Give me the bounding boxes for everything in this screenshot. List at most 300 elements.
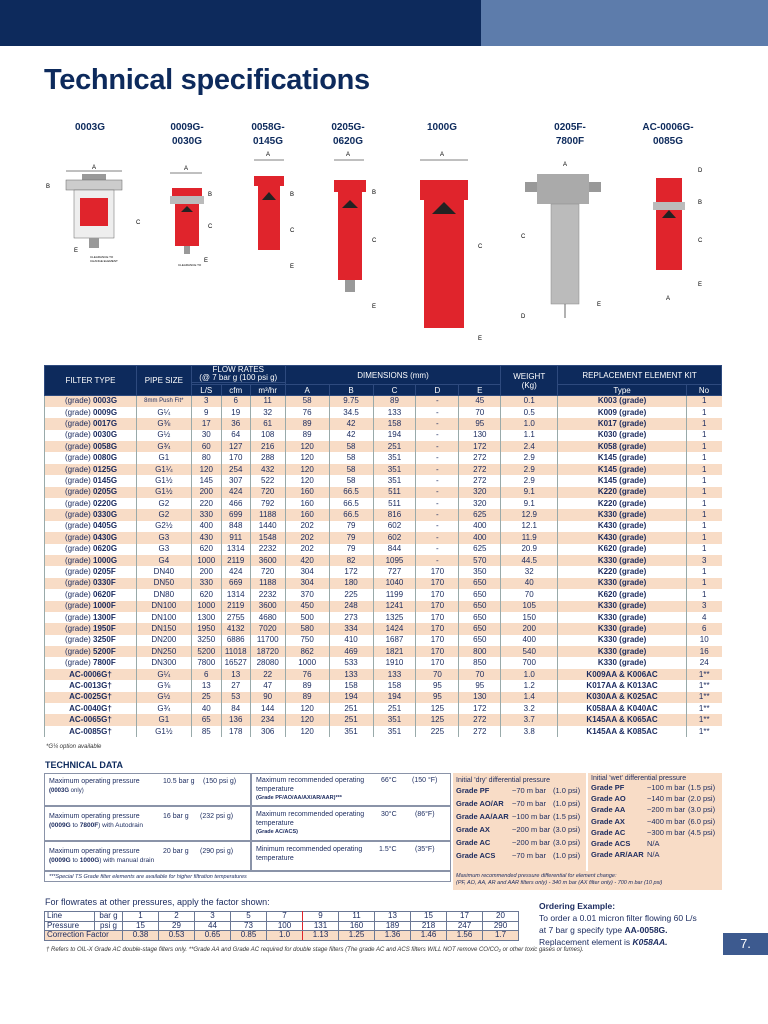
diff-grade: Grade ACS bbox=[591, 838, 631, 848]
cell-no: 1** bbox=[686, 726, 721, 737]
cell-ls: 430 bbox=[191, 532, 221, 543]
cell-no: 1 bbox=[686, 430, 721, 441]
table-row bbox=[45, 555, 722, 566]
cell-kit: K030 (grade) bbox=[558, 430, 687, 441]
cell-ls: 1000 bbox=[191, 555, 221, 566]
cell-d: 125 bbox=[416, 714, 459, 725]
svg-text:C: C bbox=[478, 244, 483, 250]
ordering-element: K058AA. bbox=[632, 937, 668, 947]
cell-kit: K220 (grade) bbox=[558, 487, 687, 498]
cell-c: 133 bbox=[373, 407, 416, 418]
cell-cfm: 64 bbox=[221, 430, 250, 441]
cell-ls: 85 bbox=[191, 726, 221, 737]
svg-text:A: A bbox=[666, 296, 671, 302]
cell-b: 42 bbox=[329, 430, 373, 441]
cell-kit: K017AA & K013AC bbox=[558, 680, 687, 691]
grade-prefix: (grade) bbox=[65, 567, 94, 577]
cell-w: 105 bbox=[501, 601, 558, 612]
model-number: 0003G bbox=[93, 396, 118, 406]
cell-no: 1 bbox=[686, 544, 721, 555]
cell-m3: 32 bbox=[250, 407, 285, 418]
cell-d: 170 bbox=[416, 623, 459, 634]
max-pressure-1-model: (0003G bbox=[49, 788, 70, 794]
diff-psi: (4.5 psi) bbox=[688, 827, 716, 837]
grade-prefix: (grade) bbox=[65, 646, 94, 656]
diff-row bbox=[456, 851, 583, 864]
cell-ls: 80 bbox=[191, 452, 221, 463]
model-number: 7800F bbox=[93, 658, 116, 668]
cell-c: 1687 bbox=[373, 635, 416, 646]
diff-psi: (1.0 psi) bbox=[553, 786, 581, 795]
cell-ls: 145 bbox=[191, 475, 221, 486]
ordering-example bbox=[539, 900, 697, 948]
cell-m3: 11 bbox=[250, 396, 285, 407]
cell-kit: K017 (grade) bbox=[558, 418, 687, 429]
pf-cell: 0.38 bbox=[123, 931, 159, 941]
cell-d: - bbox=[416, 441, 459, 452]
diff-psi: (3.0 psi) bbox=[688, 805, 716, 815]
diff-row bbox=[591, 839, 719, 850]
diff-psi: (3.0 psi) bbox=[553, 838, 581, 847]
cell-cfm: 170 bbox=[221, 452, 250, 463]
cell-ls: 220 bbox=[191, 498, 221, 509]
cell-d: - bbox=[416, 487, 459, 498]
table-row bbox=[45, 692, 722, 703]
cell-c: 1095 bbox=[373, 555, 416, 566]
cell-m3: 1548 bbox=[250, 532, 285, 543]
cell-a: 76 bbox=[285, 669, 329, 680]
filter-1000g-drawing bbox=[410, 150, 490, 348]
max-pressure-1-note: only) bbox=[69, 788, 84, 794]
model-number: 0205F bbox=[93, 567, 116, 577]
col-kit-no: No bbox=[686, 385, 721, 396]
cell-w: 540 bbox=[501, 646, 558, 657]
svg-text:A: A bbox=[563, 162, 568, 168]
max-temp-2-c: 30°C bbox=[381, 811, 397, 818]
cell-cfm: 669 bbox=[221, 578, 250, 589]
cell-ls: 330 bbox=[191, 578, 221, 589]
cell-b: 58 bbox=[329, 452, 373, 463]
table-row bbox=[45, 396, 722, 407]
cell-no: 6 bbox=[686, 623, 721, 634]
cell-b: 469 bbox=[329, 646, 373, 657]
svg-text:E: E bbox=[597, 302, 602, 308]
model-number: 0430G bbox=[93, 532, 118, 542]
filter-0205f-drawing bbox=[515, 160, 605, 330]
cell-m3: 7020 bbox=[250, 623, 285, 634]
cell-a: 120 bbox=[285, 452, 329, 463]
cell-no: 1** bbox=[686, 680, 721, 691]
cell-a: 120 bbox=[285, 703, 329, 714]
cell-ls: 3 bbox=[191, 396, 221, 407]
cell-pipe: G4 bbox=[136, 555, 191, 566]
cell-w: 9.1 bbox=[501, 487, 558, 498]
cell-d: - bbox=[416, 475, 459, 486]
pf-cell: 7 bbox=[267, 912, 303, 922]
page-title: Technical specifications bbox=[44, 64, 370, 96]
cell-ls: 40 bbox=[191, 703, 221, 714]
cell-c: 1424 bbox=[373, 623, 416, 634]
cell-d: 170 bbox=[416, 601, 459, 612]
diff-row bbox=[456, 825, 583, 838]
cell-ls: 60 bbox=[191, 441, 221, 452]
pf-unit: psi g bbox=[95, 921, 123, 931]
pf-label: Pressure bbox=[45, 921, 95, 931]
table-row bbox=[45, 464, 722, 475]
pf-cell: 247 bbox=[447, 921, 483, 931]
pf-cell: 15 bbox=[123, 921, 159, 931]
grade-prefix: (grade) bbox=[65, 544, 94, 554]
cell-c: 844 bbox=[373, 544, 416, 555]
diff-value: ~100 m bar bbox=[512, 812, 551, 821]
max-pressure-3-note: ) with manual drain bbox=[99, 857, 155, 864]
cell-b: 66.5 bbox=[329, 509, 373, 520]
table-row bbox=[45, 703, 722, 714]
ordering-line2: at 7 bar g specify type bbox=[539, 925, 625, 935]
max-pressure-2-label: Maximum operating pressure bbox=[49, 813, 140, 820]
cell-d: 170 bbox=[416, 589, 459, 600]
cell-m3: 792 bbox=[250, 498, 285, 509]
cell-type: AC-0025G† bbox=[45, 692, 137, 703]
cell-a: 89 bbox=[285, 418, 329, 429]
table-row bbox=[45, 418, 722, 429]
cell-b: 66.5 bbox=[329, 498, 373, 509]
model-number: 0030G bbox=[93, 430, 118, 440]
cell-ls: 200 bbox=[191, 487, 221, 498]
cell-kit: K145 (grade) bbox=[558, 452, 687, 463]
cell-e: 70 bbox=[459, 407, 501, 418]
max-change-note bbox=[453, 871, 722, 890]
cell-a: 58 bbox=[285, 396, 329, 407]
table-row bbox=[45, 521, 722, 532]
max-pressure-2-to: to bbox=[70, 822, 80, 829]
svg-text:B: B bbox=[372, 190, 377, 196]
cell-ls: 330 bbox=[191, 509, 221, 520]
cell-cfm: 4132 bbox=[221, 623, 250, 634]
cell-c: 1910 bbox=[373, 657, 416, 668]
diff-row bbox=[456, 786, 583, 799]
cell-pipe: G¾ bbox=[136, 441, 191, 452]
pf-cell: 0.85 bbox=[231, 931, 267, 941]
cell-m3: 2232 bbox=[250, 589, 285, 600]
svg-text:E: E bbox=[478, 336, 483, 342]
pf-cell: 11 bbox=[339, 912, 375, 922]
cell-kit: K430 (grade) bbox=[558, 521, 687, 532]
cell-cfm: 424 bbox=[221, 566, 250, 577]
cell-c: 1040 bbox=[373, 578, 416, 589]
cell-cfm: 466 bbox=[221, 498, 250, 509]
table-row bbox=[45, 441, 722, 452]
cell-kit: K330 (grade) bbox=[558, 578, 687, 589]
max-pressure-1-psi: (150 psi g) bbox=[203, 778, 237, 785]
cell-kit: K220 (grade) bbox=[558, 566, 687, 577]
cell-d: - bbox=[416, 509, 459, 520]
cell-m3: 144 bbox=[250, 703, 285, 714]
cell-cfm: 11018 bbox=[221, 646, 250, 657]
max-temp-2 bbox=[251, 806, 451, 841]
cell-pipe: G1¼ bbox=[136, 464, 191, 475]
cell-d: - bbox=[416, 407, 459, 418]
cell-c: 351 bbox=[373, 452, 416, 463]
cell-cfm: 178 bbox=[221, 726, 250, 737]
svg-text:D: D bbox=[521, 314, 526, 320]
svg-text:C: C bbox=[521, 234, 526, 240]
model-number: 0405G bbox=[93, 521, 118, 531]
filter-0058g-drawing bbox=[240, 150, 300, 270]
cell-ls: 25 bbox=[191, 692, 221, 703]
cell-w: 3.7 bbox=[501, 714, 558, 725]
cell-c: 194 bbox=[373, 692, 416, 703]
min-temp-f: (35°F) bbox=[415, 846, 435, 853]
cell-d: - bbox=[416, 532, 459, 543]
cell-e: 272 bbox=[459, 714, 501, 725]
cell-pipe: G1½ bbox=[136, 475, 191, 486]
diff-grade: Grade AA bbox=[591, 805, 626, 815]
cell-m3: 108 bbox=[250, 430, 285, 441]
cell-d: 125 bbox=[416, 703, 459, 714]
cell-no: 16 bbox=[686, 646, 721, 657]
max-pressure-2-psi: (232 psi g) bbox=[200, 813, 234, 820]
model-number: 0017G bbox=[93, 418, 118, 428]
cell-m3: 47 bbox=[250, 680, 285, 691]
cell-c: 194 bbox=[373, 430, 416, 441]
cell-cfm: 16527 bbox=[221, 657, 250, 668]
cell-w: 20.9 bbox=[501, 544, 558, 555]
grade-prefix: (grade) bbox=[65, 589, 94, 599]
cell-no: 1 bbox=[686, 532, 721, 543]
cell-e: 650 bbox=[459, 601, 501, 612]
cell-e: 172 bbox=[459, 441, 501, 452]
cell-d: 170 bbox=[416, 612, 459, 623]
cell-b: 180 bbox=[329, 578, 373, 589]
cell-pipe: G1½ bbox=[136, 726, 191, 737]
model-number: 0620G bbox=[93, 544, 118, 554]
cell-e: 650 bbox=[459, 612, 501, 623]
svg-text:E: E bbox=[204, 258, 209, 264]
diff-value: ~200 m bar bbox=[512, 838, 551, 847]
cell-ls: 17 bbox=[191, 418, 221, 429]
cell-type bbox=[45, 452, 137, 463]
cell-type bbox=[45, 578, 137, 589]
model-label-1000g: 1000G bbox=[426, 122, 458, 133]
cell-e: 272 bbox=[459, 452, 501, 463]
cell-b: 79 bbox=[329, 532, 373, 543]
cell-e: 70 bbox=[459, 669, 501, 680]
cell-d: - bbox=[416, 498, 459, 509]
cell-e: 130 bbox=[459, 430, 501, 441]
table-row bbox=[45, 532, 722, 543]
diff-value: ~70 m bar bbox=[512, 786, 546, 795]
grade-prefix: (grade) bbox=[65, 430, 94, 440]
cell-e: 272 bbox=[459, 726, 501, 737]
svg-text:C: C bbox=[136, 220, 141, 226]
grade-prefix: (grade) bbox=[65, 441, 94, 451]
cell-ls: 7800 bbox=[191, 657, 221, 668]
model-number: 1950F bbox=[93, 624, 116, 633]
pf-cell: 1.7 bbox=[483, 931, 519, 941]
cell-m3: 3600 bbox=[250, 555, 285, 566]
max-pressure-2-model-from: (0009G bbox=[49, 822, 71, 829]
table-row bbox=[45, 430, 722, 441]
cell-c: 1325 bbox=[373, 612, 416, 623]
cell-cfm: 1314 bbox=[221, 544, 250, 555]
model-number: 0145G bbox=[93, 475, 118, 485]
cell-type bbox=[45, 418, 137, 429]
cell-type bbox=[45, 612, 137, 623]
cell-a: 420 bbox=[285, 555, 329, 566]
cell-a: 120 bbox=[285, 726, 329, 737]
diff-value: ~70 m bar bbox=[512, 799, 546, 808]
cell-c: 89 bbox=[373, 396, 416, 407]
svg-text:E: E bbox=[74, 248, 79, 254]
cell-cfm: 6 bbox=[221, 396, 250, 407]
cell-e: 45 bbox=[459, 396, 501, 407]
ordering-line3: Replacement element is bbox=[539, 937, 633, 947]
cell-pipe: 8mm Push Fit* bbox=[136, 396, 191, 407]
cell-pipe: DN150 bbox=[136, 623, 191, 634]
cell-e: 800 bbox=[459, 646, 501, 657]
cell-ls: 1000 bbox=[191, 601, 221, 612]
cell-b: 273 bbox=[329, 612, 373, 623]
table-row bbox=[45, 646, 722, 657]
dry-diff-box bbox=[453, 773, 586, 871]
diff-value: ~70 m bar bbox=[512, 851, 546, 860]
cell-pipe: G¼ bbox=[136, 669, 191, 680]
cell-w: 700 bbox=[501, 657, 558, 668]
table-row bbox=[45, 589, 722, 600]
cell-cfm: 13 bbox=[221, 669, 250, 680]
cell-c: 158 bbox=[373, 680, 416, 691]
flow-rates-label: FLOW RATES bbox=[212, 365, 264, 374]
max-pressure-3-model-from: (0009G bbox=[49, 857, 71, 864]
cell-type: AC-0040G† bbox=[45, 703, 137, 714]
cell-a: 202 bbox=[285, 532, 329, 543]
cell-m3: 4680 bbox=[250, 612, 285, 623]
cell-pipe: G½ bbox=[136, 692, 191, 703]
model-label-0003g: 0003G bbox=[74, 122, 106, 133]
cell-no: 1 bbox=[686, 452, 721, 463]
top-banner bbox=[0, 0, 768, 46]
cell-w: 2.9 bbox=[501, 464, 558, 475]
cell-m3: 1440 bbox=[250, 521, 285, 532]
col-e: E bbox=[459, 385, 501, 396]
grade-prefix: (grade) bbox=[65, 555, 94, 565]
cell-type bbox=[45, 430, 137, 441]
cell-e: 650 bbox=[459, 578, 501, 589]
cell-type bbox=[45, 498, 137, 509]
model-number: 0620F bbox=[93, 589, 116, 599]
table-row bbox=[45, 635, 722, 646]
cell-kit: K009AA & K006AC bbox=[558, 669, 687, 680]
cell-w: 1.0 bbox=[501, 418, 558, 429]
model-number: 0080G bbox=[93, 453, 118, 463]
cell-e: 625 bbox=[459, 544, 501, 555]
cell-cfm: 19 bbox=[221, 407, 250, 418]
cell-d: 170 bbox=[416, 635, 459, 646]
cell-type: AC-0006G† bbox=[45, 669, 137, 680]
max-temp-1 bbox=[251, 773, 451, 806]
svg-text:C: C bbox=[372, 238, 377, 244]
max-temp-1-label: Maximum recommended operating temperature bbox=[256, 777, 365, 793]
cell-ls: 400 bbox=[191, 521, 221, 532]
svg-text:A: A bbox=[440, 152, 445, 158]
flow-rates-sub: (@ 7 bar g (100 psi g) bbox=[199, 373, 278, 382]
svg-text:CHANGE ELEMENT: CHANGE ELEMENT bbox=[90, 259, 118, 263]
filter-0205g-drawing bbox=[320, 150, 385, 345]
cell-e: 650 bbox=[459, 589, 501, 600]
cell-w: 2.4 bbox=[501, 441, 558, 452]
cell-e: 272 bbox=[459, 464, 501, 475]
table-row bbox=[45, 578, 722, 589]
cell-type bbox=[45, 657, 137, 668]
cell-type bbox=[45, 555, 137, 566]
footer-note: † Refers to OIL-X Grade AC double-stage filters only. **Grade AA and Grade AC required for double stage filters (The grade AC and ACS filters WILL NOT remove CO/CO₂ or other toxic gases or fumes). bbox=[46, 947, 584, 953]
cell-m3: 2232 bbox=[250, 544, 285, 555]
cell-m3: 3600 bbox=[250, 601, 285, 612]
cell-c: 727 bbox=[373, 566, 416, 577]
col-replacement: REPLACEMENT ELEMENT KIT bbox=[558, 366, 722, 385]
diff-value: ~400 m bar bbox=[647, 816, 686, 826]
pf-cell: 160 bbox=[339, 921, 375, 931]
col-c: C bbox=[373, 385, 416, 396]
pf-cell: 290 bbox=[483, 921, 519, 931]
pf-cell: 3 bbox=[195, 912, 231, 922]
cell-m3: 18720 bbox=[250, 646, 285, 657]
max-temp-1-f: (150 °F) bbox=[412, 777, 438, 784]
cell-b: 66.5 bbox=[329, 487, 373, 498]
pf-cell: 44 bbox=[195, 921, 231, 931]
cell-type bbox=[45, 475, 137, 486]
cell-cfm: 307 bbox=[221, 475, 250, 486]
max-temp-1-note: (Grade PF/AO/AA/AX/AR/AAR)*** bbox=[256, 795, 342, 801]
max-pressure-3-model-to: 1000G bbox=[79, 857, 100, 864]
cell-type bbox=[45, 509, 137, 520]
cell-ls: 13 bbox=[191, 680, 221, 691]
cell-m3: 234 bbox=[250, 714, 285, 725]
cell-kit: K330 (grade) bbox=[558, 623, 687, 634]
cell-ls: 620 bbox=[191, 544, 221, 555]
cell-w: 12.9 bbox=[501, 509, 558, 520]
cell-e: 650 bbox=[459, 635, 501, 646]
cell-no: 1 bbox=[686, 487, 721, 498]
cell-d: - bbox=[416, 430, 459, 441]
cell-d: 95 bbox=[416, 680, 459, 691]
cell-pipe: DN80 bbox=[136, 589, 191, 600]
pf-cell: 29 bbox=[159, 921, 195, 931]
cell-a: 89 bbox=[285, 430, 329, 441]
cell-no: 3 bbox=[686, 601, 721, 612]
diff-value: ~300 m bar bbox=[647, 827, 686, 837]
max-pressure-2-value: 16 bar g bbox=[163, 813, 189, 820]
cell-kit: K058AA & K040AC bbox=[558, 703, 687, 714]
cell-e: 650 bbox=[459, 623, 501, 634]
cell-d: - bbox=[416, 464, 459, 475]
cell-m3: 720 bbox=[250, 487, 285, 498]
cell-type bbox=[45, 407, 137, 418]
col-filter-type: FILTER TYPE bbox=[45, 366, 137, 396]
max-temp-1-c: 66°C bbox=[381, 777, 397, 784]
cell-m3: 720 bbox=[250, 566, 285, 577]
cell-no: 1 bbox=[686, 521, 721, 532]
cell-type bbox=[45, 396, 137, 407]
cell-d: - bbox=[416, 396, 459, 407]
cell-pipe: DN300 bbox=[136, 657, 191, 668]
pf-cell: 1.56 bbox=[447, 931, 483, 941]
cell-c: 602 bbox=[373, 532, 416, 543]
diff-psi: (1.0 psi) bbox=[553, 799, 581, 808]
svg-text:B: B bbox=[208, 192, 213, 198]
col-pipe-size: PIPE SIZE bbox=[136, 366, 191, 396]
